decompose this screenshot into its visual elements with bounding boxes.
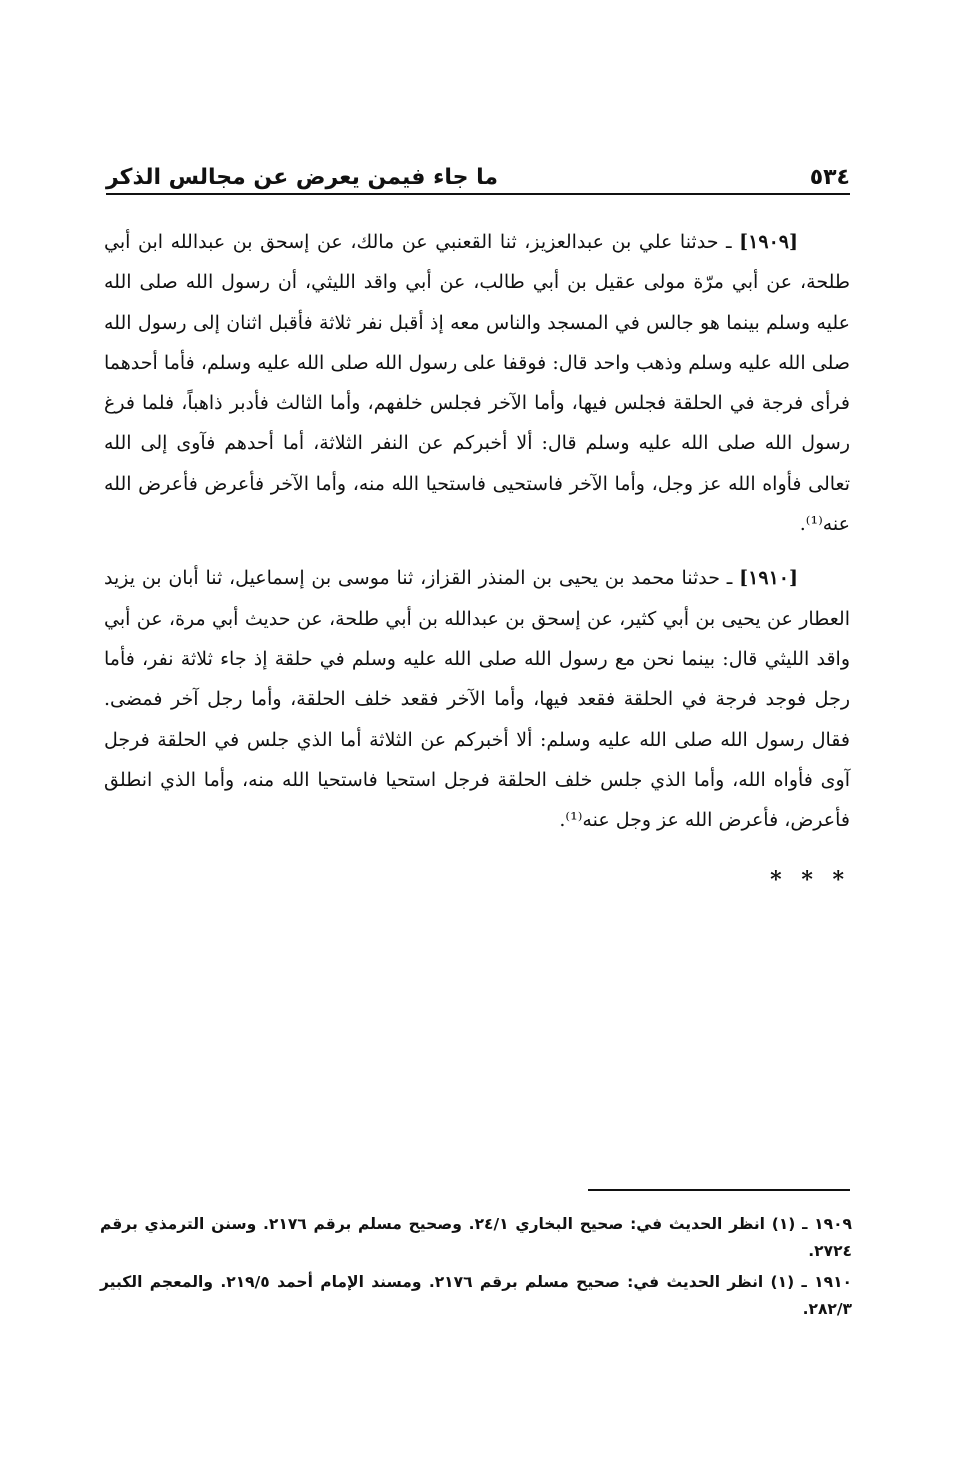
footnote-rule — [588, 1189, 850, 1191]
footnote-1910: ١٩١٠ ـ (١) انظر الحديث في: صحيح مسلم برقم ٢١٧٦. ومسند الإمام أحمد ٢١٩/٥. والمعجم الكبير ٢٨٢/٣. — [100, 1273, 853, 1318]
main-text — [104, 222, 850, 901]
footnote-1909: ١٩٠٩ ـ (١) انظر الحديث في: صحيح البخاري ٢٤/١. وصحيح مسلم برقم ٢١٧٦. وسنن الترمذي برقم ٢٧٢٤. — [100, 1215, 853, 1260]
section-separator: * * * — [770, 867, 850, 894]
running-header — [106, 146, 850, 190]
hadith-1909 — [104, 222, 850, 544]
header-rule — [106, 193, 850, 195]
hadith-text: ـ حدثنا محمد بن يحيى بن المنذر القزاز، ثنا موسى بن إسماعيل، ثنا أبان بن يزيد العطار عن يحيى بن أبي كثير، عن إسحق بن عبدالله بن أبي طلحة، عن حديث أبي مرة، عن أبي واقد الليثي قال: بينما نحن مع رسول الله صلى الله عليه وسلم في حلقة إذ جاء ثلاثة نفر، فأما رجل فوجد فرجة في الحلقة فقعد فيها، وأما الآخر فقعد خلف الحلقة، وأما رجل آخر فمضى. فقال رسول الله صلى الله عليه وسلم: ألا أخبركم عن الثلاثة أما الذي جلس في الحلقة فرجل آوى فأواه الله، وأما الذي جلس خلف الحلقة فرجل استحيا فاستحيا الله منه، وأما الذي انطلق فأعرض، فأعرض الله عز وجل عنه⁽¹⁾. — [104, 567, 850, 832]
hadith-1910 — [104, 558, 850, 840]
hadith-number: [١٩١٠] — [739, 567, 798, 590]
chapter-title: ما جاء فيمن يعرض عن مجالس الذكر — [106, 165, 499, 190]
footnotes — [100, 1211, 852, 1327]
hadith-text: ـ حدثنا علي بن عبدالعزيز، ثنا القعنبي عن مالك، عن إسحق بن عبدالله ابن أبي طلحة، عن أبي مرّة مولى عقيل بن أبي طالب، عن أبي واقد الليثي، أن رسول الله صلى الله عليه وسلم بينما هو جالس في المسجد والناس معه إذ أقبل نفر ثلاثة فأقبل اثنان إلى رسول الله صلى الله عليه وسلم وذهب واحد قال: فوقفا على رسول الله صلى الله عليه وسلم، فأما أحدهما فرأى فرجة في الحلقة فجلس فيها، وأما الآخر فجلس خلفهم، وأما الثالث فأدبر ذاهباً، فلما فرغ رسول الله صلى الله عليه وسلم قال: ألا أخبركم عن النفر الثلاثة، أما أحدهم فآوى إلى الله تعالى فأواه الله عز وجل، وأما الآخر فاستحيى فاستحيا الله منه، وأما الآخر فأعرض فأعرض الله عنه⁽¹⁾. — [104, 231, 850, 536]
hadith-number: [١٩٠٩] — [739, 231, 798, 253]
page-number: ٥٣٤ — [809, 165, 850, 190]
